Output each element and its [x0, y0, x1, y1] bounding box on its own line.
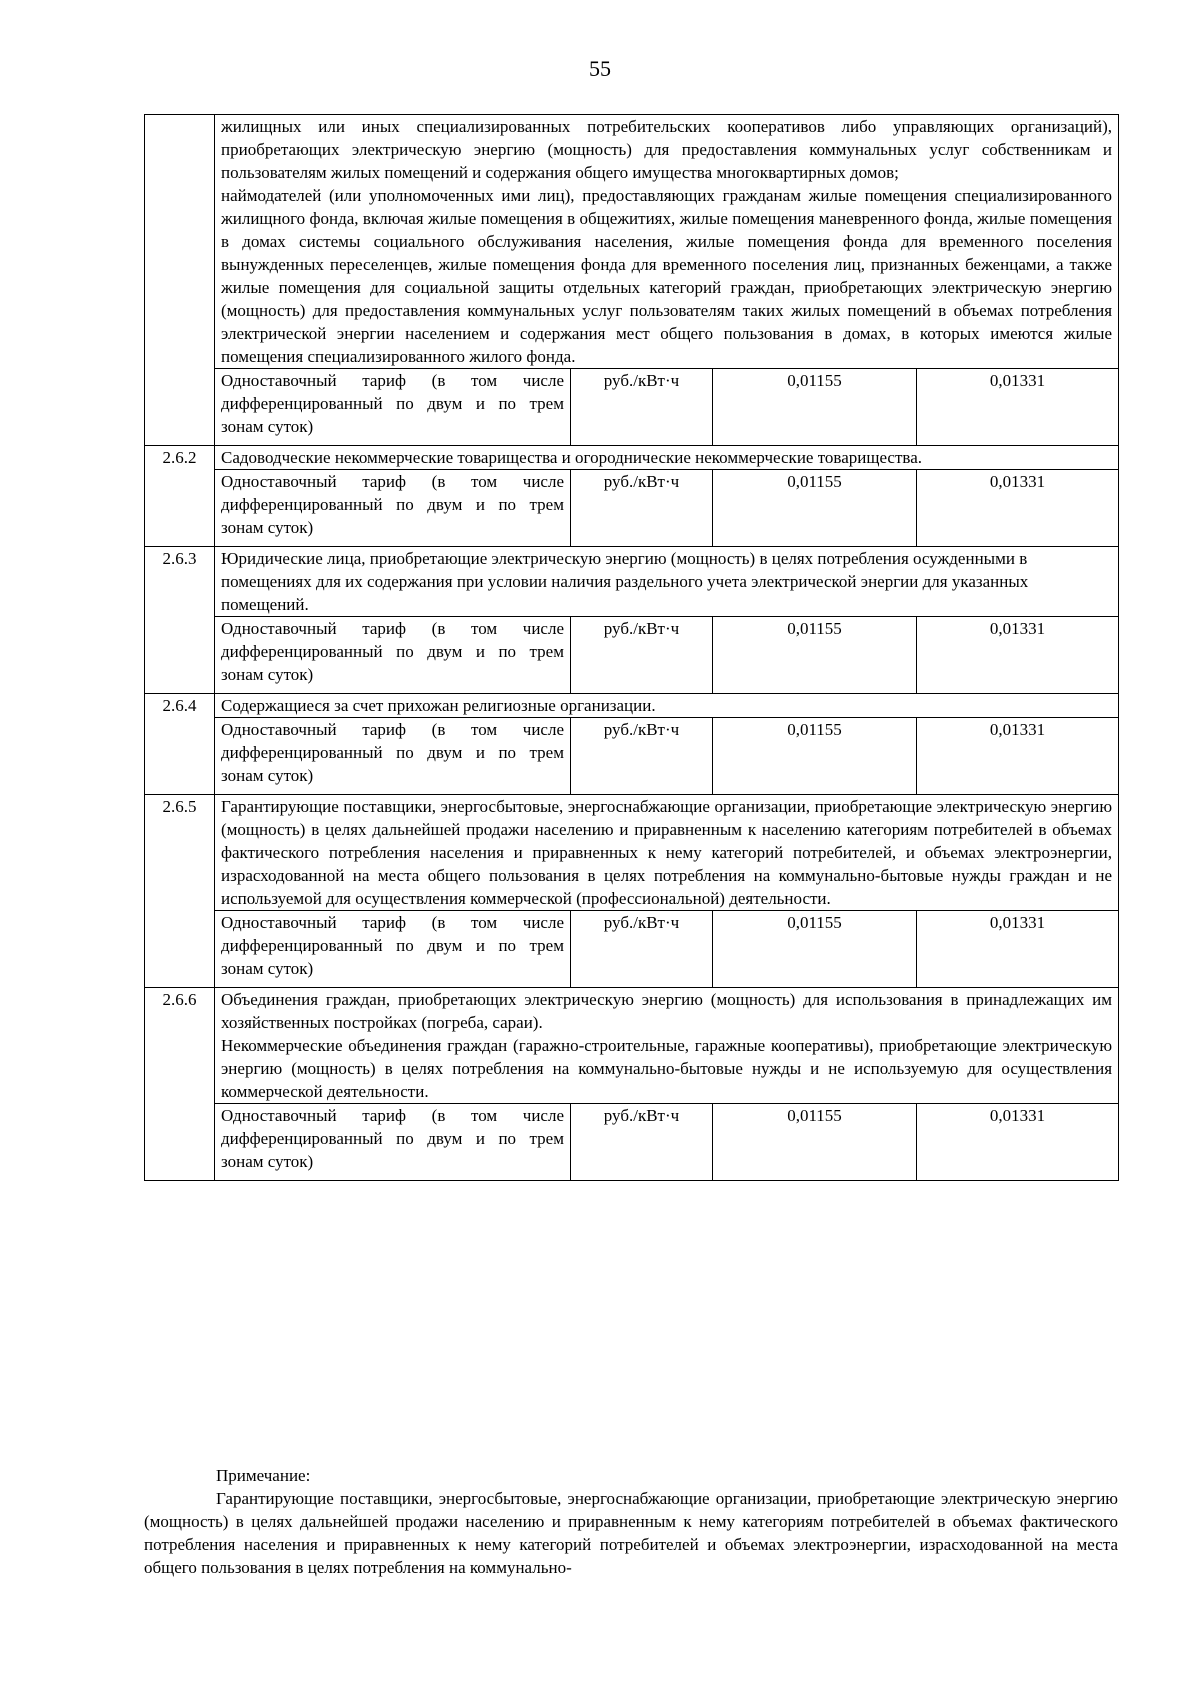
tariff-value-2: 0,01331: [917, 718, 1119, 795]
section-paragraph: Содержащиеся за счет прихожан религиозные организации.: [221, 696, 656, 715]
section-description-continuation: [215, 115, 1119, 369]
section-paragraph: Садоводческие некоммерческие товарищества и огороднические некоммерческие товарищества.: [221, 448, 922, 467]
tariff-value-2: 0,01331: [917, 617, 1119, 694]
note-block: [144, 1464, 1118, 1579]
section-description: [215, 795, 1119, 911]
section-paragraph: наймодателей (или уполномоченных ими лиц), предоставляющих гражданам жилые помещения специализированного жилищного фонда, включая жилые помещения в общежитиях, жилые помещения маневренного фонда, жилые помещения в домах системы социального обслуживания населения, жилые помещения фонда для временного поселения вынужденных переселенцев, жилые помещения фонда для временного поселения лиц, признанных беженцами, а также жилые помещения для социальной защиты отдельных категорий граждан, приобретающих электрическую энергию (мощность) для предоставления коммунальных услуг пользователям таких жилых помещений в объемах потребления электрической энергии населением и содержания мест общего пользования в домах, в которых имеются жилые помещения специализированного жилого фонда.: [221, 186, 1113, 366]
tariff-value-1: 0,01155: [713, 718, 917, 795]
tariff-unit: руб./кВт·ч: [571, 911, 713, 988]
tariff-name: Одноставочный тариф (в том числе дифференцированный по двум и по трем зонам суток): [215, 369, 571, 446]
section-description: [215, 988, 1119, 1104]
tariff-row: [145, 617, 1119, 694]
tariff-row: [145, 369, 1119, 446]
note-title: Примечание:: [216, 1466, 311, 1485]
tariff-value-2: 0,01331: [917, 1104, 1119, 1181]
section-description: [215, 446, 1119, 470]
section-paragraph: Некоммерческие объединения граждан (гаражно-строительные, гаражные кооперативы), приобретающие электрическую энергию (мощность) в целях потребления на коммунально-бытовые нужды и не используемую для осуществления коммерческой деятельности.: [221, 1036, 1113, 1101]
tariff-value-1: 0,01155: [713, 617, 917, 694]
tariff-row: [145, 911, 1119, 988]
section-row-continuation: [145, 115, 1119, 369]
section-number-continuation: [145, 115, 215, 446]
section-number: 2.6.2: [145, 446, 215, 547]
section-row-2-6-2: [145, 446, 1119, 470]
tariff-value-2: 0,01331: [917, 470, 1119, 547]
section-row-2-6-5: [145, 795, 1119, 911]
tariff-unit: руб./кВт·ч: [571, 617, 713, 694]
tariff-value-1: 0,01155: [713, 369, 917, 446]
section-description: [215, 694, 1119, 718]
tariff-row: [145, 1104, 1119, 1181]
section-paragraph: Гарантирующие поставщики, энергосбытовые, энергоснабжающие организации, приобретающие электрическую энергию (мощность) в целях дальнейшей продажи населению и приравненным к населению категориям потребителей в объемах фактического потребления населения и приравненных к нему категорий потребителей, и объемах электроэнергии, израсходованной на места общего пользования в целях потребления на коммунально-бытовые нужды граждан и не используемой для осуществления коммерческой (профессиональной) деятельности.: [221, 797, 1113, 908]
tariff-unit: руб./кВт·ч: [571, 369, 713, 446]
section-number: 2.6.5: [145, 795, 215, 988]
section-paragraph: жилищных или иных специализированных потребительских кооперативов либо управляющих организаций), приобретающих электрическую энергию (мощность) для предоставления коммунальных услуг собственникам и пользователям жилых помещений и содержания общего имущества многоквартирных домов;: [221, 117, 1113, 182]
section-number: 2.6.6: [145, 988, 215, 1181]
tariff-unit: руб./кВт·ч: [571, 1104, 713, 1181]
tariff-row: [145, 470, 1119, 547]
section-number: 2.6.3: [145, 547, 215, 694]
tariff-value-2: 0,01331: [917, 369, 1119, 446]
section-paragraph: Объединения граждан, приобретающих электрическую энергию (мощность) для использования в принадлежащих им хозяйственных постройках (погреба, сараи).: [221, 990, 1113, 1032]
tariff-value-1: 0,01155: [713, 1104, 917, 1181]
tariff-unit: руб./кВт·ч: [571, 470, 713, 547]
tariff-row: [145, 718, 1119, 795]
tariff-name: Одноставочный тариф (в том числе дифференцированный по двум и по трем зонам суток): [215, 718, 571, 795]
section-row-2-6-3: [145, 547, 1119, 617]
tariff-value-1: 0,01155: [713, 470, 917, 547]
tariff-name: Одноставочный тариф (в том числе дифференцированный по двум и по трем зонам суток): [215, 1104, 571, 1181]
tariff-name: Одноставочный тариф (в том числе дифференцированный по двум и по трем зонам суток): [215, 617, 571, 694]
page-number: 55: [589, 56, 611, 81]
tariff-name: Одноставочный тариф (в том числе дифференцированный по двум и по трем зонам суток): [215, 470, 571, 547]
tariff-value-1: 0,01155: [713, 911, 917, 988]
tariff-value-2: 0,01331: [917, 911, 1119, 988]
section-description: [215, 547, 1119, 617]
tariff-table: [144, 114, 1119, 1181]
section-number: 2.6.4: [145, 694, 215, 795]
note-text: Гарантирующие поставщики, энергосбытовые, энергоснабжающие организации, приобретающие электрическую энергию (мощность) в целях дальнейшей продажи населению и приравненным к нему категориям потребителей в объемах фактического потребления населения и приравненных к нему категорий потребителей и объемах электроэнергии, израсходованной на места общего пользования в целях потребления на коммунально-: [144, 1489, 1118, 1577]
section-row-2-6-6: [145, 988, 1119, 1104]
tariff-name: Одноставочный тариф (в том числе дифференцированный по двум и по трем зонам суток): [215, 911, 571, 988]
section-paragraph: Юридические лица, приобретающие электрическую энергию (мощность) в целях потребления осужденными в помещениях для их содержания при условии наличия раздельного учета электрической энергии для указанных помещений.: [221, 549, 1029, 614]
tariff-unit: руб./кВт·ч: [571, 718, 713, 795]
section-row-2-6-4: [145, 694, 1119, 718]
